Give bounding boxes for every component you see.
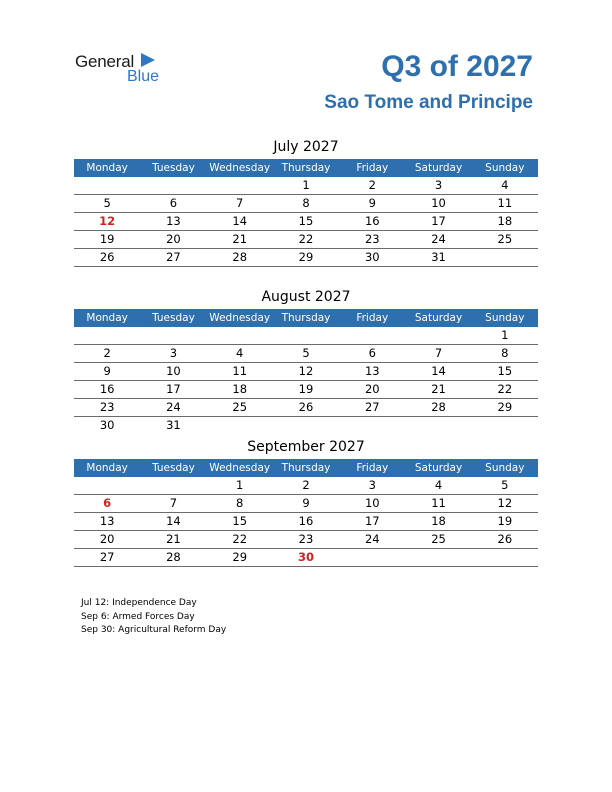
day-cell: 15	[497, 364, 513, 378]
day-cell: 16	[99, 382, 115, 396]
day-cell: 9	[368, 196, 376, 210]
empty-day-cell	[405, 327, 471, 344]
day-cell: 28	[431, 400, 446, 414]
day-cell: 25	[497, 232, 513, 246]
day-cell: 22	[497, 382, 513, 396]
weekday-label: Friday	[356, 162, 389, 174]
day-cell: 14	[431, 364, 446, 378]
day-cell: 15	[298, 214, 314, 228]
empty-day-cell	[207, 177, 273, 194]
day-cell: 16	[298, 514, 314, 528]
day-cell: 7	[434, 346, 443, 360]
holiday-note: Sep 30: Agricultural Reform Day	[81, 625, 227, 635]
empty-day-cell	[472, 549, 538, 566]
day-cell: 25	[431, 532, 446, 546]
day-cell: 18	[232, 382, 248, 396]
day-cell: 3	[434, 178, 443, 192]
weekday-label: Monday	[86, 462, 128, 474]
weekday-label: Tuesday	[152, 162, 195, 174]
weekday-label: Friday	[356, 312, 389, 324]
empty-day-cell	[74, 327, 140, 344]
day-cell: 9	[302, 496, 310, 510]
day-cell: 15	[232, 514, 248, 528]
country-subtitle: Sao Tome and Principe	[324, 92, 533, 113]
week-row	[74, 381, 538, 399]
day-cell: 10	[364, 496, 380, 510]
empty-day-cell	[339, 327, 405, 344]
weekday-label: Saturday	[414, 462, 463, 474]
empty-day-cell	[273, 417, 339, 434]
week-row	[74, 495, 538, 513]
weekday-label: Thursday	[281, 462, 331, 474]
day-cell: 23	[364, 232, 380, 246]
weekday-label: Thursday	[281, 162, 331, 174]
day-cell: 1	[236, 478, 244, 492]
week-row	[74, 231, 538, 249]
day-cell: 7	[236, 196, 244, 210]
empty-day-cell	[472, 417, 538, 434]
weekday-label: Saturday	[414, 162, 463, 174]
day-cell: 27	[99, 550, 115, 564]
day-cell: 24	[364, 532, 380, 546]
day-cell: 11	[431, 496, 446, 510]
day-cell: 28	[232, 250, 248, 264]
day-cell: 6	[368, 346, 376, 360]
day-cell: 8	[302, 196, 310, 210]
day-cell: 5	[302, 346, 310, 360]
day-cell: 28	[166, 550, 181, 564]
day-cell: 20	[364, 382, 380, 396]
holiday-note: Sep 6: Armed Forces Day	[81, 611, 195, 622]
empty-day-cell	[405, 417, 471, 434]
day-cell: 29	[298, 250, 314, 264]
week-row	[74, 363, 538, 381]
day-cell: 29	[497, 400, 513, 414]
weekday-label: Tuesday	[152, 312, 195, 324]
week-row	[74, 417, 538, 434]
week-row	[74, 177, 538, 195]
empty-day-cell	[207, 417, 273, 434]
empty-day-cell	[273, 327, 339, 344]
day-cell: 4	[236, 346, 244, 360]
weekday-label: Wednesday	[209, 462, 271, 474]
day-cell: 22	[232, 532, 248, 546]
day-cell: 1	[302, 178, 310, 192]
day-cell: 8	[236, 496, 244, 510]
day-cell: 13	[364, 364, 380, 378]
day-cell: 3	[368, 478, 376, 492]
week-row	[74, 249, 538, 267]
page-title: Q3 of 2027	[381, 50, 533, 83]
day-cell: 6	[169, 196, 178, 210]
day-cell: 11	[232, 364, 248, 378]
holiday-notes	[81, 597, 226, 638]
day-cell: 17	[364, 514, 380, 528]
day-cell: 2	[302, 478, 310, 492]
week-row	[74, 213, 538, 231]
month-title: July 2027	[273, 139, 339, 155]
day-cell: 14	[166, 514, 181, 528]
weekday-label: Saturday	[414, 312, 463, 324]
day-cell: 5	[501, 478, 509, 492]
day-cell: 26	[99, 250, 115, 264]
day-cell: 24	[431, 232, 446, 246]
weekday-header-row	[74, 159, 538, 177]
empty-day-cell	[140, 477, 206, 494]
logo-flag-icon	[141, 53, 155, 67]
empty-day-cell	[140, 177, 206, 194]
empty-day-cell	[74, 477, 140, 494]
day-cell: 4	[501, 178, 509, 192]
week-row	[74, 549, 538, 567]
day-cell: 10	[166, 364, 181, 378]
day-cell: 31	[166, 418, 181, 432]
day-cell: 18	[497, 214, 513, 228]
day-cell: 12	[497, 496, 513, 510]
weekday-label: Friday	[356, 462, 389, 474]
day-cell: 16	[364, 214, 380, 228]
week-row	[74, 477, 538, 495]
week-row	[74, 327, 538, 345]
month-calendar-august	[74, 287, 538, 434]
day-cell: 19	[497, 514, 513, 528]
weekday-label: Sunday	[485, 162, 525, 174]
day-cell: 13	[166, 214, 181, 228]
day-cell: 17	[166, 382, 181, 396]
day-cell: 5	[103, 196, 111, 210]
logo-text-blue: Blue	[127, 68, 160, 85]
day-cell: 11	[497, 196, 513, 210]
day-cell: 14	[232, 214, 248, 228]
week-row	[74, 195, 538, 213]
week-row	[74, 345, 538, 363]
empty-day-cell	[140, 327, 206, 344]
day-cell: 19	[99, 232, 115, 246]
day-cell: 4	[434, 478, 443, 492]
logo-text-general: General	[75, 52, 135, 71]
day-cell: 20	[166, 232, 181, 246]
day-cell: 17	[431, 214, 446, 228]
month-title: August 2027	[261, 289, 351, 305]
day-cell: 30	[99, 418, 115, 432]
weekday-label: Sunday	[485, 312, 525, 324]
day-cell: 1	[501, 328, 509, 342]
day-cell: 29	[232, 550, 248, 564]
week-row	[74, 531, 538, 549]
day-cell: 30	[364, 250, 380, 264]
day-cell: 12	[99, 214, 116, 228]
empty-day-cell	[74, 177, 140, 194]
day-cell: 21	[431, 382, 446, 396]
day-cell: 21	[166, 532, 181, 546]
day-cell: 18	[431, 514, 446, 528]
day-cell: 27	[364, 400, 380, 414]
day-cell: 23	[298, 532, 314, 546]
week-row	[74, 399, 538, 417]
day-cell: 26	[298, 400, 314, 414]
month-title: September 2027	[247, 439, 365, 455]
empty-day-cell	[207, 327, 273, 344]
holiday-note: Jul 12: Independence Day	[81, 598, 197, 608]
day-cell: 3	[169, 346, 178, 360]
month-calendar-july	[74, 137, 538, 267]
week-row	[74, 513, 538, 531]
brand-logo	[75, 52, 175, 88]
day-cell: 22	[298, 232, 314, 246]
weekday-label: Wednesday	[209, 162, 271, 174]
day-cell: 25	[232, 400, 248, 414]
day-cell: 7	[169, 496, 178, 510]
day-cell: 24	[166, 400, 181, 414]
day-cell: 30	[297, 550, 314, 564]
empty-day-cell	[339, 417, 405, 434]
weekday-label: Thursday	[281, 312, 331, 324]
day-cell: 26	[497, 532, 513, 546]
day-cell: 2	[368, 178, 376, 192]
day-cell: 13	[99, 514, 115, 528]
weekday-label: Monday	[86, 162, 128, 174]
day-cell: 27	[166, 250, 181, 264]
day-cell: 19	[298, 382, 314, 396]
weekday-label: Tuesday	[152, 462, 195, 474]
day-cell: 8	[501, 346, 509, 360]
day-cell: 20	[99, 532, 115, 546]
weekday-label: Wednesday	[209, 312, 271, 324]
day-cell: 31	[431, 250, 446, 264]
day-cell: 9	[103, 364, 111, 378]
weekday-label: Sunday	[485, 462, 525, 474]
day-cell: 10	[431, 196, 446, 210]
day-cell: 2	[103, 346, 111, 360]
weekday-header-row	[74, 309, 538, 327]
weekday-label: Monday	[86, 312, 128, 324]
day-cell: 23	[99, 400, 115, 414]
day-cell: 21	[232, 232, 248, 246]
weekday-header-row	[74, 459, 538, 477]
month-calendar-september	[74, 437, 538, 567]
day-cell: 12	[298, 364, 314, 378]
empty-day-cell	[339, 549, 405, 566]
day-cell: 6	[103, 496, 112, 510]
empty-day-cell	[472, 249, 538, 266]
empty-day-cell	[405, 549, 471, 566]
